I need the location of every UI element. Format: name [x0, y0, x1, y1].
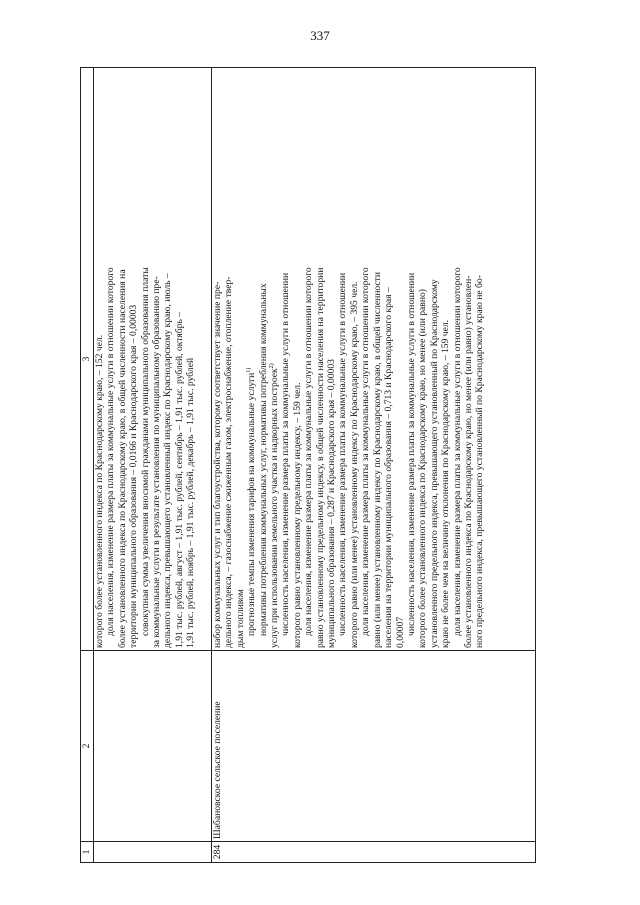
text-line — [303, 70, 314, 648]
text-line-content: услуг при использовании земельного участка и надворных построек — [269, 368, 281, 648]
text-line — [474, 70, 485, 648]
text-line — [406, 70, 417, 648]
text-line-content: краю не более чем на величину отклонения по Краснодарскому краю, – 159 чел. — [440, 319, 452, 648]
header-col-3: 3 — [81, 68, 94, 651]
text-line-content: численность населения, изменение размера платы за коммунальные услуги в отношении — [337, 272, 349, 636]
continuation-number-cell — [94, 842, 212, 863]
table-row — [212, 68, 536, 863]
text-line-content: муниципального образования – 0,287 и Краснодарского края – 0,00003 — [326, 359, 338, 648]
row-description-cell — [212, 68, 536, 651]
text-line-content: территории муниципального образования – 0,0166 и Краснодарского края – 0,00003 — [128, 304, 140, 648]
text-line — [417, 70, 428, 648]
text-line — [337, 70, 348, 648]
text-line — [326, 70, 337, 648]
text-line — [463, 70, 474, 648]
text-line — [383, 70, 394, 648]
text-line — [212, 70, 223, 648]
text-line — [429, 70, 440, 648]
header-row — [81, 68, 94, 863]
text-line-content: установленного предельного индекса, превышающего установленный по Краснодарскому — [428, 279, 440, 648]
text-line-content: дельного индекса, – газоснабжение сжиженным газом, электроснабжение, отопление твер- — [223, 276, 235, 648]
text-line-content: дым топливом — [234, 589, 246, 648]
text-line-content: доля населения, изменение размера платы за коммунальные услуги в отношении которого — [303, 267, 315, 636]
footnote-marker: 2) — [269, 363, 275, 369]
text-line-content: более установленного индекса по Краснодарскому краю, в общей численности населения на — [116, 269, 128, 648]
text-line-content: нормативы потребления коммунальных услуг, нормативы потребления коммунальных — [257, 283, 269, 636]
text-line — [162, 70, 173, 648]
text-line-content: численность населения, изменение размера платы за коммунальные услуги в отношении — [280, 272, 292, 636]
row-number: 284 — [212, 842, 536, 863]
text-line — [452, 70, 463, 648]
text-line-content: 1,91 тыс. рублей, август – 1,91 тыс. рублей, сентябрь – 1,91 тыс. рублей, октябрь – — [173, 311, 185, 648]
text-line-content: которого равно (или менее) установленному индексу по Краснодарскому краю, – 395 чел. — [348, 281, 360, 648]
continuation-text-cell — [94, 68, 212, 651]
text-line — [360, 70, 371, 648]
text-line-content: равно (или менее) установленному индексу по Краснодарскому краю, в общей численности — [371, 271, 383, 648]
text-line — [395, 70, 406, 648]
text-line-content: набор коммунальных услуг и тип благоустройства, которому соответствует значение пре- — [212, 281, 223, 648]
continuation-row — [94, 68, 212, 863]
text-line — [105, 70, 116, 648]
text-line-content: которого более установленного индекса по Краснодарскому краю, но менее (или равно) — [417, 289, 429, 648]
text-line-content: за коммунальные услуги в результате установления по муниципальному образованию пре- — [151, 276, 163, 648]
text-line-content: 0,00007 — [394, 616, 406, 648]
text-line — [140, 70, 151, 648]
text-line-content: населения на территории муниципального образования – 0,713 и Краснодарского края – — [383, 287, 395, 648]
rotated-table-wrapper — [80, 67, 536, 863]
text-line-content: доля населения, изменение размера платы за коммунальные услуги в отношении которого — [451, 267, 463, 636]
header-col-1: 1 — [81, 842, 94, 863]
header-col-2: 2 — [81, 651, 94, 842]
text-line-content: более установленного индекса по Краснодарскому краю, но менее (или равно) установлен- — [462, 275, 474, 648]
text-line — [151, 70, 162, 648]
page-number: 337 — [310, 28, 330, 43]
data-table — [80, 67, 536, 863]
text-line-content: дельного индекса, превышающего установленный индекс по Краснодарскому краю, июль – — [162, 273, 174, 648]
text-line — [269, 70, 280, 648]
text-line-content: равно установленному предельному индексу, в общей численности населения на территории — [314, 267, 326, 648]
text-line-content: доля населения, изменение размера платы за коммунальные услуги в отношении которого — [360, 267, 372, 636]
settlement-name: Шабановское сельское поселение — [212, 651, 536, 842]
text-line — [315, 70, 326, 648]
text-line-content: которого более установленного индекса по Краснодарскому краю, – 152 чел. — [94, 334, 105, 648]
text-line — [223, 70, 234, 648]
text-line-content: доля населения, изменение размера платы за коммунальные услуги в отношении которого — [105, 267, 117, 636]
text-line — [117, 70, 128, 648]
text-line — [128, 70, 139, 648]
text-line-content: численность населения, изменение размера платы за коммунальные услуги в отношении — [405, 272, 417, 636]
text-line-content: совокупная сумма увеличения вносимой гражданами муниципального образования платы — [139, 267, 151, 636]
text-line — [440, 70, 451, 648]
text-line — [292, 70, 303, 648]
text-line — [174, 70, 185, 648]
text-line-content: ного предельного индекса, превышающего установленный по Краснодарскому краю не бо- — [474, 275, 486, 648]
text-line — [280, 70, 291, 648]
text-line — [349, 70, 360, 648]
text-line — [246, 70, 257, 648]
text-line — [258, 70, 269, 648]
text-line — [235, 70, 246, 648]
text-line-content: которого равно установленному предельному индексу, – 159 чел. — [291, 382, 303, 648]
continuation-name-cell — [94, 651, 212, 842]
text-line-content: прогнозные темпы изменения тарифов на коммунальные услуги — [246, 372, 258, 636]
text-line — [185, 70, 196, 648]
text-line — [94, 70, 105, 648]
text-line — [372, 70, 383, 648]
footnote-marker: 1) — [246, 367, 253, 373]
text-line-content: 1,91 тыс. рублей, ноябрь – 1,91 тыс. рублей, декабрь – 1,91 тыс. рублей — [185, 357, 197, 648]
